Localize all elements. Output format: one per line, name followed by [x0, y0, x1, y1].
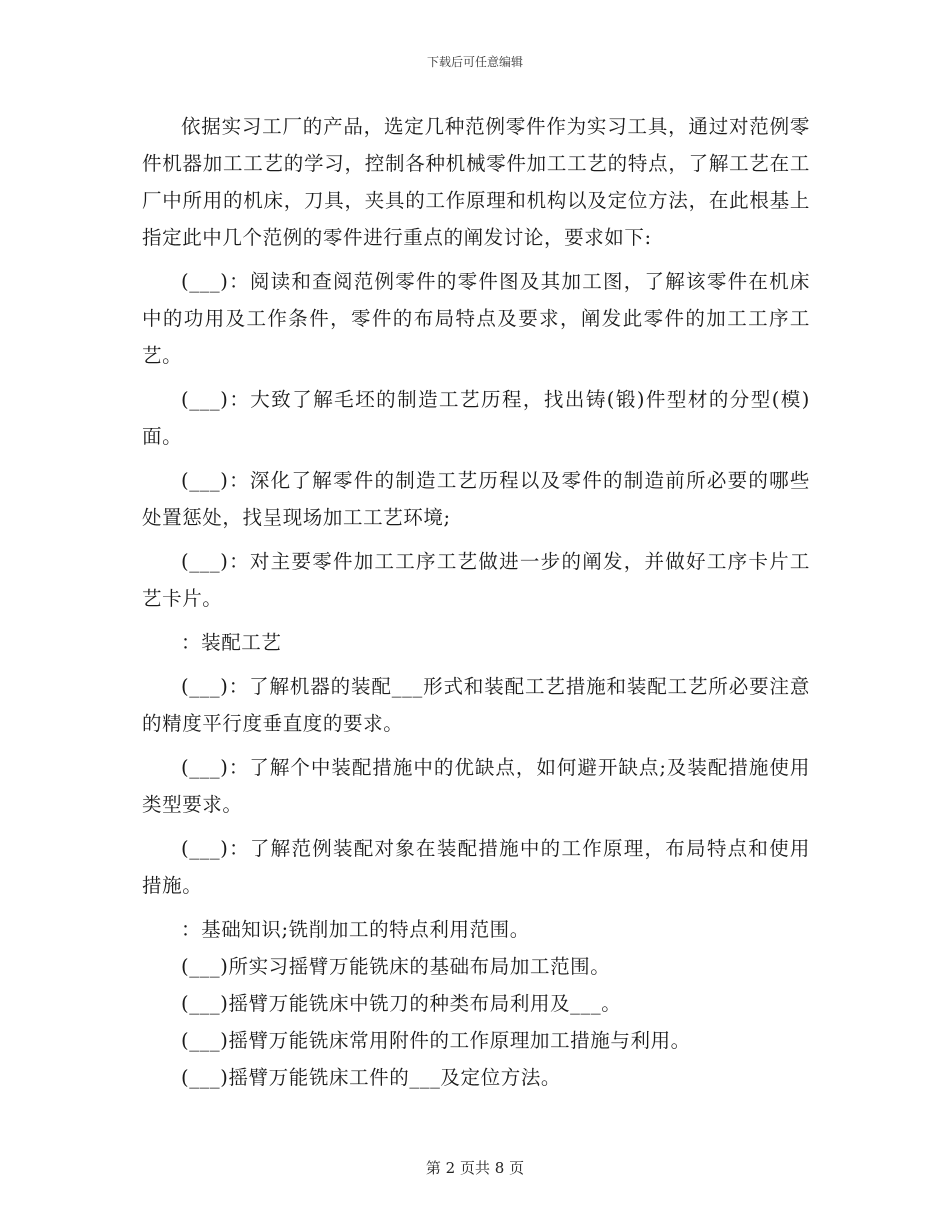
page-footer: 第 2 页共 8 页 [425, 1159, 525, 1177]
paragraph: (___)：了解范例装配对象在装配措施中的工作原理，布局特点和使用措施。 [142, 837, 810, 897]
paragraph: (___)：对主要零件加工工序工艺做进一步的阐发，并做好工序卡片工艺卡片。 [142, 550, 810, 610]
list-item: (___)摇臂万能铣床工件的___及定位方法。 [181, 1066, 562, 1089]
section-heading-basics: ：基础知识;铣削加工的特点利用范围。 [181, 918, 530, 941]
page-header: 下载后可任意编辑 [426, 55, 523, 69]
list-item: (___)摇臂万能铣床中铣刀的种类布局利用及___。 [181, 992, 622, 1015]
paragraph: (___)：大致了解毛坯的制造工艺历程，找出铸(锻)件型材的分型(模)面。 [142, 388, 810, 448]
paragraph: (___)：深化了解零件的制造工艺历程以及零件的制造前所必要的哪些处置惩处，找呈现场加工工艺环境; [142, 469, 810, 529]
paragraph: (___)：了解机器的装配___形式和装配工艺措施和装配工艺所必要注意的精度平行度垂直度的要求。 [142, 675, 810, 735]
document-body [142, 108, 810, 1096]
paragraph: (___)：阅读和查阅范例零件的零件图及其加工图，了解该零件在机床中的功用及工作条件，零件的布局特点及要求，阐发此零件的加工工序工艺。 [142, 270, 810, 367]
list-item: (___)摇臂万能铣床常用附件的工作原理加工措施与利用。 [181, 1029, 691, 1052]
intro-paragraph: 依据实习工厂的产品，选定几种范例零件作为实习工具，通过对范例零件机器加工工艺的学习，控制各种机械零件加工工艺的特点，了解工艺在工厂中所用的机床，刀具，夹具的工作原理和机构以及定位方法，在此根基上指定此中几个范例的零件进行重点的阐发讨论，要求如下: [142, 115, 810, 249]
list-item: (___)所实习摇臂万能铣床的基础布局加工范围。 [181, 955, 611, 978]
section-heading-assembly: ：装配工艺 [181, 631, 282, 654]
paragraph: (___)：了解个中装配措施中的优缺点，如何避开缺点;及装配措施使用类型要求。 [142, 756, 810, 816]
